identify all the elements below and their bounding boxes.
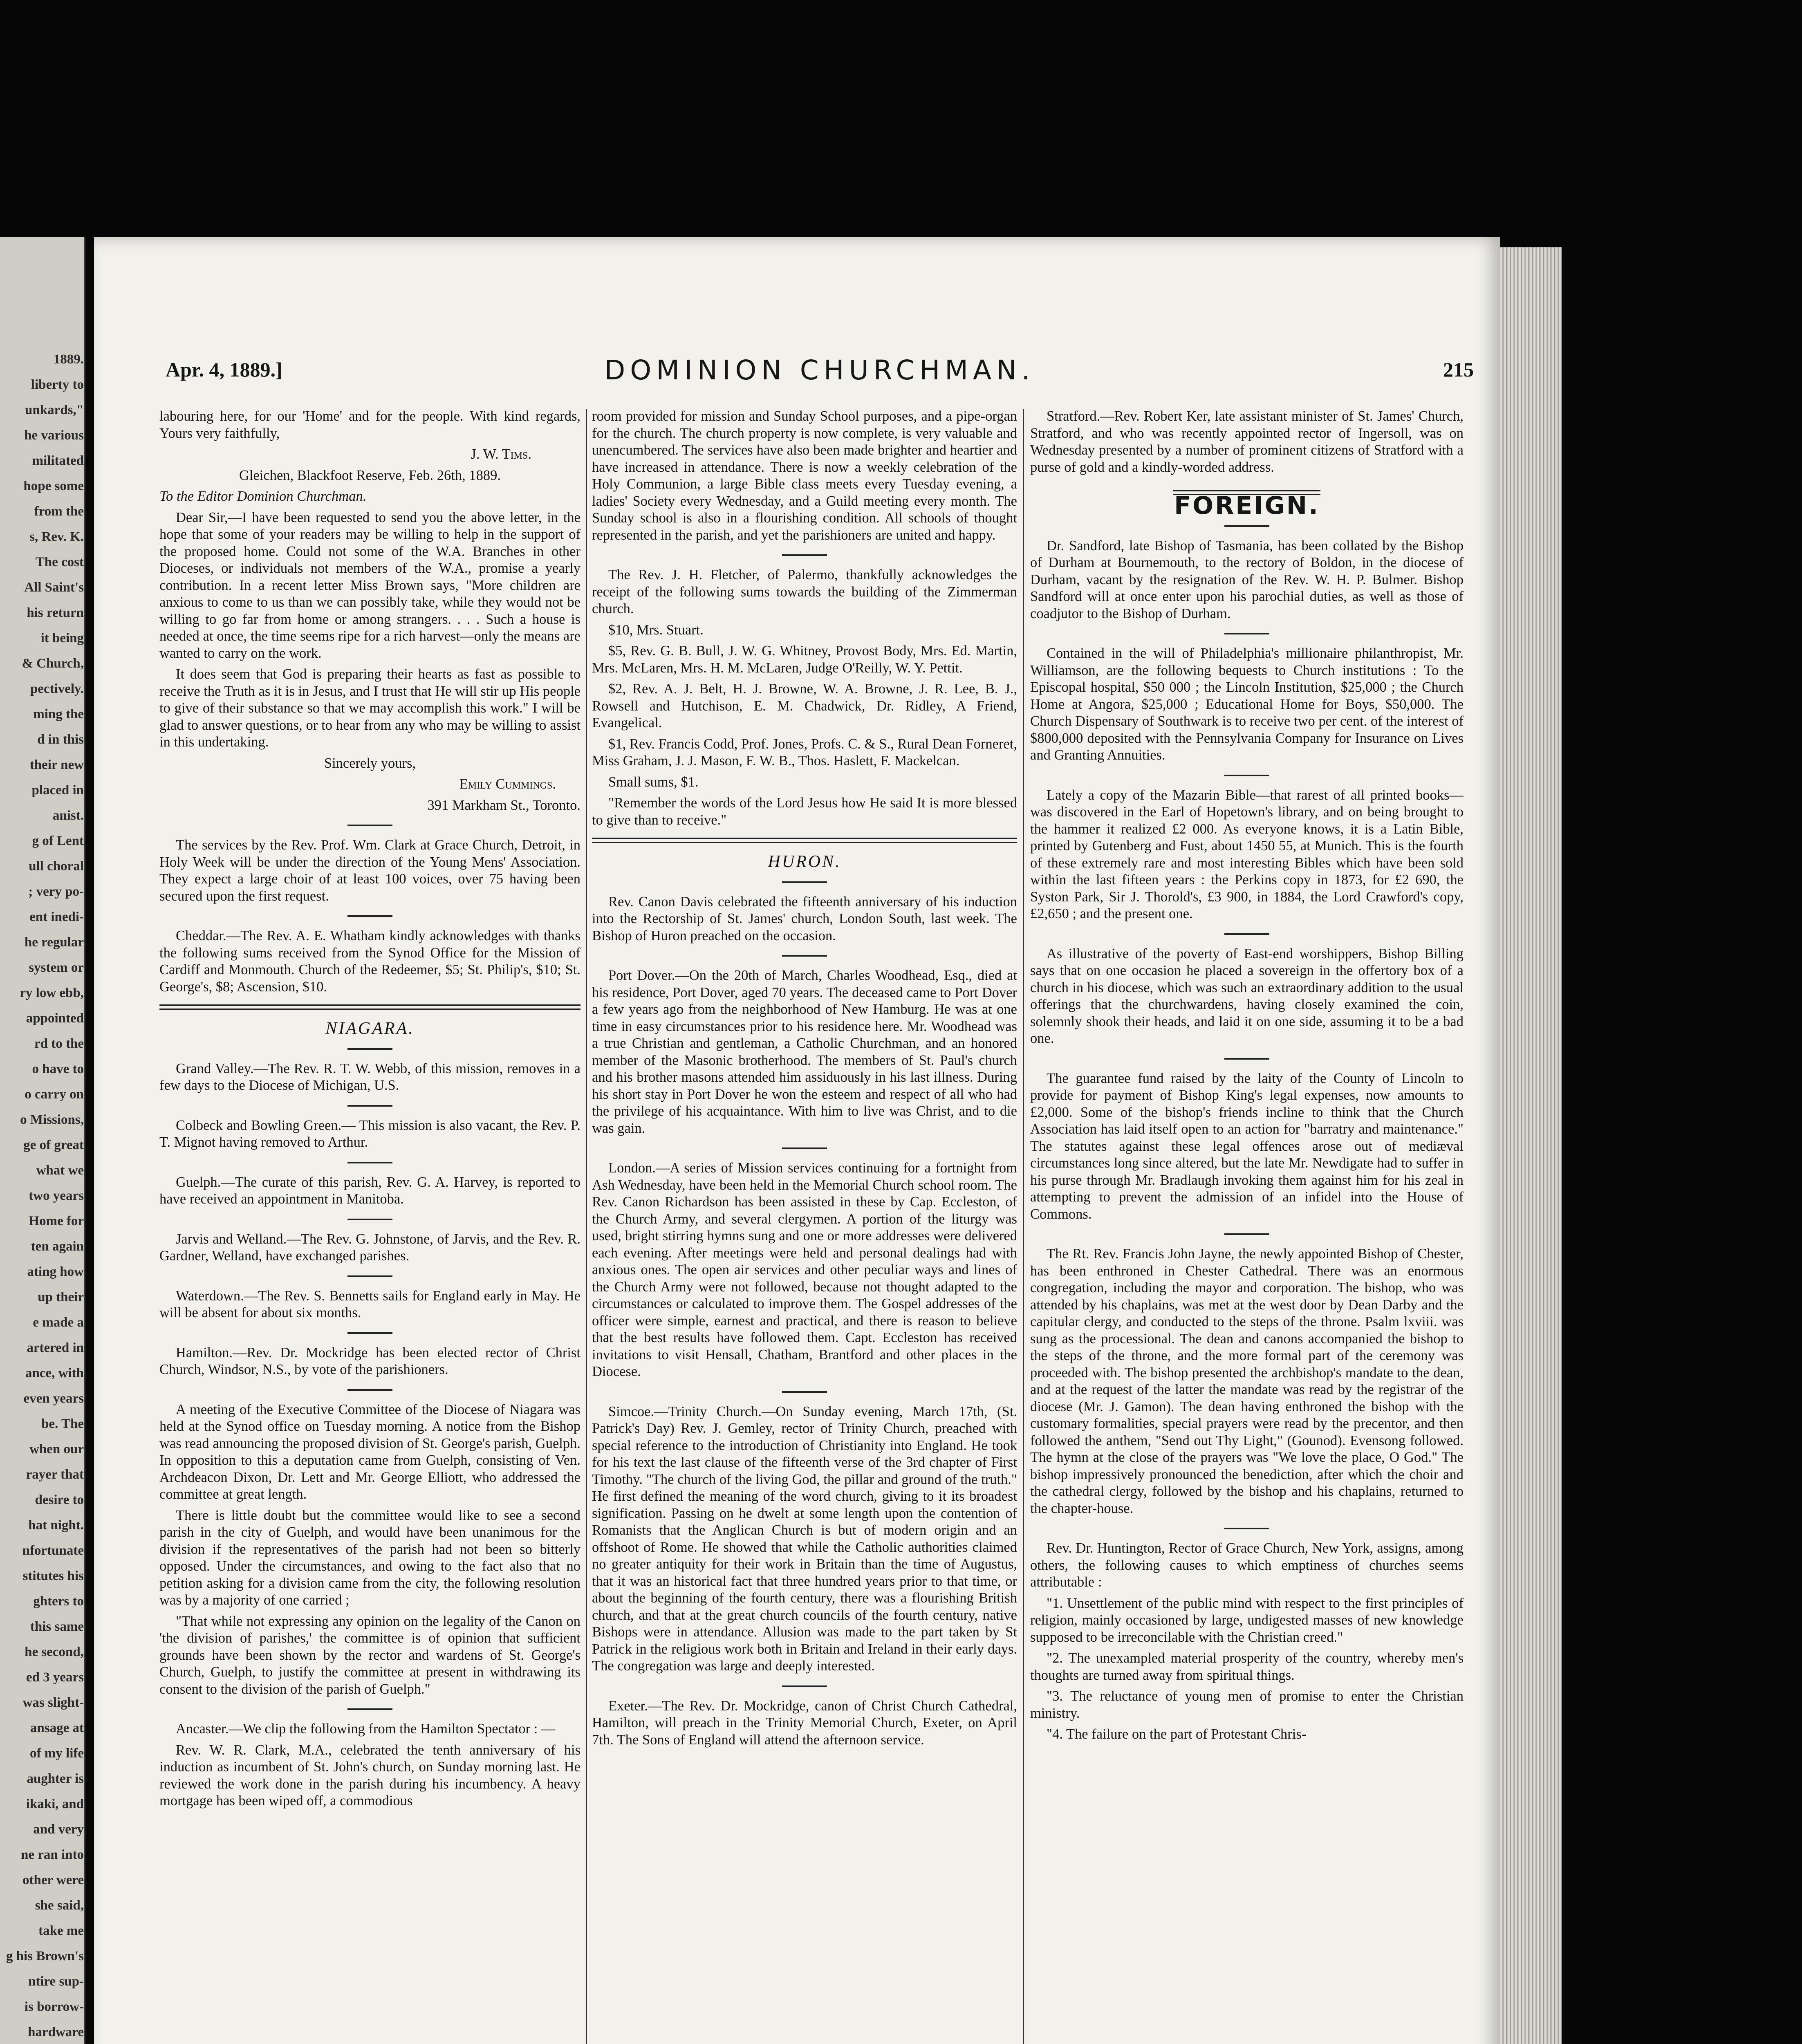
- fragment-line: rd to the: [34, 1036, 84, 1051]
- fragment-line: ating how: [27, 1264, 84, 1279]
- separator: [347, 1275, 392, 1277]
- header-date: Apr. 4, 1889.]: [166, 358, 282, 381]
- subscription-line: $2, Rev. A. J. Belt, H. J. Browne, W. A. Browne, J. R. Lee, B. J., Rowsell and Hutchison, E. M. Chadwick, Dr. Ridley, A Friend, Evangelical.: [592, 681, 1017, 731]
- separator: [347, 825, 392, 826]
- paragraph: Hamilton.—Rev. Dr. Mockridge has been elected rector of Christ Church, Windsor, N.S., by vote of the parishioners.: [159, 1345, 580, 1377]
- separator: [347, 915, 392, 917]
- fragment-line: two years: [29, 1188, 84, 1203]
- fragment-line: he second,: [25, 1645, 84, 1659]
- fragment-line: s, Rev. K.: [29, 529, 84, 544]
- fragment-line: desire to: [35, 1493, 84, 1507]
- paragraph: Colbeck and Bowling Green.— This mission is also vacant, the Rev. P. T. Mignot having removed to Arthur.: [159, 1117, 580, 1150]
- fragment-line: ull choral: [29, 859, 84, 874]
- paragraph: Dr. Sandford, late Bishop of Tasmania, has been collated by the Bishop of Durham at Bournemouth, to the rectory of Boldon, in the diocese of Durham, vacant by the resignation of the Rev. W. H. P. Bulmer. Bishop Sandford will at once enter upon his parochial duties, as well as those of coadjutor to the Bishop of Durham.: [1030, 538, 1464, 621]
- separator: [347, 1162, 392, 1163]
- separator: [782, 1148, 827, 1149]
- fragment-line: hardware: [28, 2025, 84, 2040]
- fragment-line: was slight-: [22, 1695, 84, 1710]
- paragraph: Stratford.—Rev. Robert Ker, late assistant minister of St. James' Church, Stratford, and who was recently appointed rector of Ingersoll, was on Wednesday presented by a number of prominent citizens of Stratford with a purse of gold and a kindly-worded address.: [1030, 408, 1464, 475]
- paragraph: Grand Valley.—The Rev. R. T. W. Webb, of this mission, removes in a few days to the Diocese of Michigan, U.S.: [159, 1060, 580, 1093]
- paragraph: Lately a copy of the Mazarin Bible—that rarest of all printed books—was discovered in the Earl of Hopetown's library, and on being brought to the hammer it realized £2 000. As everyone knows, it is a Latin Bible, printed by Gutenberg and Fust, about 1450 55, at Munich. This is the fourth of these extremely rare and most interesting Bibles which have been sold within the last fifteen years : the Perkins copy in 1873, for £2 690, the Syston Park, Sir J. Thorold's, £3 900, in 1884, the Lord Crawford's copy, £2,650 ; and the present one.: [1030, 787, 1464, 921]
- separator: [1224, 1528, 1269, 1529]
- column-divider: [1023, 409, 1024, 2044]
- fragment-line: hope some: [23, 479, 84, 493]
- fragment-line: ten again: [31, 1239, 84, 1254]
- fragment-line: ming the: [33, 707, 84, 722]
- fragment-line: ghters to: [33, 1594, 84, 1609]
- fragment-line: stitutes his: [22, 1569, 84, 1583]
- separator: [1224, 633, 1269, 634]
- fragment-line: pectively.: [30, 681, 84, 696]
- paragraph: Contained in the will of Philadelphia's millionaire philanthropist, Mr. Williamson, are the following bequests to Church institutions : To the Episcopal hospital, $50 000 ; the Lincoln Institution, $25,000 ; the Church Home at Angora, $25,000 ; Educational Home for Boys, $50,000. The Church Dispensary of Southwark is to receive two per cent. of the interest of $800,000 deposited with the Pennsylvania Company for Insurance on Lives and Granting Annuities.: [1030, 645, 1464, 763]
- fragment-line: aughter is: [27, 1771, 84, 1786]
- paragraph: The guarantee fund raised by the laity of the County of Lincoln to provide for payment of Bishop King's legal expenses, now amounts to £2,000. Some of the bishop's friends incline to think that the Church Association has laid itself open to an action for "barratry and maintenance." The statutes against these legal offences arose out of mediæval circumstances long since altered, but the late Mr. Newdigate had to suffer in his purse through Mr. Bradlaugh invoking them against him for his zeal in attempting to prevent the admission of an infidel into the House of Commons.: [1030, 1070, 1464, 1222]
- paragraph: Rev. Canon Davis celebrated the fifteenth anniversary of his induction into the Rectorship of St. James' church, London South, last week. The Bishop of Huron preached on the occasion.: [592, 894, 1017, 944]
- paragraph: room provided for mission and Sunday School purposes, and a pipe-organ for the church. The church property is now complete, is very valuable and unencumbered. The services have also been made brighter and heartier and have increased in attendance. There is now a weekly celebration of the Holy Communion, a large Bible class meets every Tuesday evening, a ladies' Society every Wednesday, and a Guild meeting every month. The Sunday school is also in a flourishing condition. All schools of thought represented in the parish, and yet the parishioners are united and happy.: [592, 408, 1017, 543]
- subscription-line: $1, Rev. Francis Codd, Prof. Jones, Profs. C. & S., Rural Dean Forneret, Miss Graham, J. J. Mason, F. W. B., Thos. Haslett, F. Mackelcan.: [592, 736, 1017, 769]
- paragraph: Rev. W. R. Clark, M.A., celebrated the tenth anniversary of his induction as incumbent of St. John's church, on Sunday morning last. He reviewed the work done in the parish during his incumbency. A heavy mortgage has been wiped off, a commodious: [159, 1742, 580, 1809]
- separator: [347, 1219, 392, 1220]
- separator: [347, 1332, 392, 1334]
- section-heading-huron: HURON.: [768, 852, 841, 871]
- fragment-line: system or: [29, 960, 84, 975]
- column-2: [592, 408, 1017, 2044]
- fragment-line: ge of great: [23, 1138, 84, 1152]
- separator: [782, 1391, 827, 1393]
- fragment-line: ; very po-: [28, 884, 84, 899]
- fragment-line: nfortunate: [22, 1543, 84, 1558]
- fragment-line: ed 3 years: [26, 1670, 84, 1685]
- fragment-line: d in this: [37, 732, 84, 747]
- page-number: 215: [1443, 358, 1474, 381]
- separator: [782, 1685, 827, 1687]
- fragment-line: appointed: [26, 1011, 84, 1026]
- paragraph: As illustrative of the poverty of East-end worshippers, Bishop Billing says that on one occasion he placed a sovereign in the offertory box of a church in his diocese, which was such an extraordinary addition to the usual offerings that the churchwardens, having closely examined the coin, solemnly shook their heads, and laid it on one side, assuming it to be a bad one.: [1030, 946, 1464, 1046]
- fragment-line: Home for: [29, 1214, 84, 1228]
- separator: [1224, 1233, 1269, 1235]
- fragment-line: ikaki, and: [26, 1797, 84, 1811]
- column-1: [159, 408, 580, 2044]
- fragment-line: when our: [29, 1442, 84, 1457]
- separator: [782, 881, 827, 883]
- fragment-line: militated: [32, 453, 84, 468]
- paragraph: The Rev. J. H. Fletcher, of Palermo, thankfully acknowledges the receipt of the following sums towards the building of the Zimmerman church.: [592, 567, 1017, 616]
- paragraph: "Remember the words of the Lord Jesus how He said It is more blessed to give than to receive.": [592, 795, 1017, 828]
- paragraph: Cheddar.—The Rev. A. E. Whatham kindly acknowledges with thanks the following sums received from the Synod Office for the Mission of Cardiff and Monmouth. Church of the Redeemer, $5; St. Philip's, $10; St. George's, $8; Ascension, $10.: [159, 928, 580, 995]
- letter-heading: To the Editor Dominion Churchman.: [159, 489, 367, 504]
- signature: Emily Cummings.: [459, 776, 556, 792]
- paragraph: Guelph.—The curate of this parish, Rev. G. A. Harvey, is reported to have received an appointment in Manitoba.: [159, 1174, 580, 1207]
- fragment-line: he various: [24, 428, 84, 443]
- subscription-line: $5, Rev. G. B. Bull, J. W. G. Whitney, Provost Body, Mrs. Ed. Martin, Mrs. McLaren, Mrs. H. M. McLaren, Judge O'Reilly, W. Y. Pettit.: [592, 643, 1017, 676]
- column-3: [1030, 408, 1464, 2044]
- fragment-line: rayer that: [26, 1467, 84, 1482]
- fragment-line: he regular: [24, 935, 84, 950]
- fragment-line: hat night.: [28, 1518, 84, 1533]
- paragraph: Jarvis and Welland.—The Rev. G. Johnstone, of Jarvis, and the Rev. R. Gardner, Welland, have exchanged parishes.: [159, 1231, 580, 1264]
- fragment-line: o carry on: [25, 1087, 84, 1102]
- fragment-line: ry low ebb,: [20, 986, 84, 1000]
- subscription-line: $10, Mrs. Stuart.: [608, 622, 704, 638]
- fragment-line: e made a: [33, 1315, 84, 1330]
- fragment-line: their new: [29, 758, 84, 772]
- list-item: "1. Unsettlement of the public mind with respect to the first principles of religion, mainly occasioned by large, undigested masses of new knowledge supposed to be irreconcilable with the Christian creed.": [1030, 1595, 1464, 1645]
- fragment-line: from the: [34, 504, 84, 519]
- paragraph: London.—A series of Mission services continuing for a fortnight from Ash Wednesday, have been held in the Memorial Church school room. The Rev. Canon Richardson has been assisted in these by Cap. Eccleston, of the Church Army, and several clergymen. A portion of the liturgy was used, bright stirring hymns sung and one or more addresses were delivered each evening. After meetings were held and personal dealings had with anxious ones. The open air services and other peculiar ways and lines of the Church Army were not followed, because not thought adapted to the circumstances or calculated to improve them. The Gospel addresses of the officer were simple, earnest and practical, and there is reason to believe that the best results have followed them. Capt. Eccleston has received invitations to visit Hensall, Chatham, Brantford and other places in the Diocese.: [592, 1160, 1017, 1379]
- fragment-line: anist.: [52, 808, 84, 823]
- adjacent-page-fragment: [0, 237, 85, 2044]
- fragment-line: of my life: [30, 1746, 84, 1761]
- fragment-line: g of Lent: [32, 834, 84, 848]
- fragment-line: & Church,: [22, 656, 84, 671]
- fragment-line: o Missions,: [20, 1112, 84, 1127]
- fragment-line: his return: [27, 605, 84, 620]
- list-item: "2. The unexampled material prosperity of the country, whereby men's thoughts are turned away from spiritual things.: [1030, 1650, 1464, 1683]
- paragraph: labouring here, for our 'Home' and for the people. With kind regards, Yours very faithfully,: [159, 408, 580, 441]
- signature: J. W. Tims.: [471, 446, 531, 462]
- list-item: "4. The failure on the part of Protestant Chris-: [1047, 1726, 1307, 1742]
- paragraph: Rev. Dr. Huntington, Rector of Grace Church, New York, assigns, among others, the following causes to which emptiness of churches seems attributable :: [1030, 1540, 1464, 1590]
- fragment-line: what we: [36, 1163, 84, 1178]
- fragment-line: placed in: [31, 783, 84, 798]
- address: 391 Markham St., Toronto.: [427, 797, 580, 813]
- paragraph: Port Dover.—On the 20th of March, Charles Woodhead, Esq., died at his residence, Port Dover, aged 70 years. The deceased came to Port Dover a few years ago from the neighborhood of New Hamburg. He was at one time in easy circumstances prior to his residence here. Mr. Woodhead was a true Christian and gentleman, a Catholic Churchman, and an honored member of the Masonic brotherhood. The members of St. Paul's church and his brother masons attended him assiduously in his last illness. During his short stay in Port Dover he won the esteem and respect of all who had the privilege of his acquaintance. With him to live was Christ, and to die was gain.: [592, 968, 1017, 1136]
- page-header: [166, 354, 1474, 386]
- paragraph: There is little doubt but the committee would like to see a second parish in the city of Guelph, and would have been unanimous for the division if the representatives of the parish had not been so bitterly opposed. Under the circumstances, and owing to the fact also that no petition asking for a division came from the city, the following resolution was by a majority of one carried ;: [159, 1507, 580, 1608]
- newspaper-page: [94, 237, 1500, 2044]
- fragment-line: unkards,": [25, 403, 84, 417]
- paragraph: The services by the Rev. Prof. Wm. Clark at Grace Church, Detroit, in Holy Week will be under the direction of the Young Mens' Association. They expect a large choir of at least 100 voices, over 75 having been secured upon the first request.: [159, 837, 580, 904]
- separator: [347, 1048, 392, 1050]
- fragment-line: ntire sup-: [28, 1974, 84, 1989]
- section-rule: [592, 838, 1017, 843]
- separator: [347, 1389, 392, 1391]
- fragment-line: and very: [33, 1822, 84, 1837]
- fragment-line: ent inedi-: [29, 910, 84, 924]
- separator: [1224, 525, 1269, 527]
- fragment-line: she said,: [35, 1898, 84, 1913]
- paragraph: Waterdown.—The Rev. S. Bennetts sails for England early in May. He will be absent for about six months.: [159, 1288, 580, 1320]
- fragment-line: All Saint's: [24, 580, 84, 595]
- fragment-line: g his Brown's: [6, 1949, 84, 1963]
- closing: Sincerely yours,: [324, 755, 416, 771]
- separator: [782, 554, 827, 556]
- fragment-line: is borrow-: [24, 1999, 84, 2014]
- fragment-line: ance, with: [25, 1366, 84, 1381]
- paragraph: It does seem that God is preparing their hearts as fast as possible to receive the Truth as it is in Jesus, and I trust that He will stir up His people to give of their substance so that we may accomplish this work." I will be glad to answer questions, or to hear from any who may be willing to assist in this undertaking.: [159, 666, 580, 750]
- newspaper-title: DOMINION CHURCHMAN.: [604, 354, 1035, 386]
- paragraph: The Rt. Rev. Francis John Jayne, the newly appointed Bishop of Chester, has been enthroned in Chester Cathedral. There was an enormous congregation, including the mayor and corporation. The bishop, who was attended by his chaplains, was met at the west door by Dean Darby and the capitular clergy, and conducted to the steps of the throne. Psalm lxviii. was sung as the processional. The dean and canons accompanied the bishop to the steps of the throne, and the more formal part of the ceremony was proceeded with. The bishop presented the archbishop's mandate to the dean, and at the request of the latter the mandate was read by the registrar of the diocese (Mr. J. Gamon). The dean having enthroned the bishop with the customary formalities, special prayers were read by the precentor, and then followed the anthem, "Send out Thy Light," (Gounod). Evensong followed. The hymn at the close of the prayers was "We love the place, O God." The bishop impressively pronounced the benediction, after which the choir and the cathedral clergy, followed by the bishop and his chaplains, returned to the chapter-house.: [1030, 1246, 1464, 1516]
- section-heading-niagara: NIAGARA.: [325, 1019, 415, 1038]
- fragment-line: liberty to: [31, 377, 84, 392]
- fragment-line: this same: [30, 1619, 84, 1634]
- fragment-line: be. The: [41, 1416, 84, 1431]
- fragment-line: ansage at: [30, 1721, 84, 1735]
- subscription-line: Small sums, $1.: [608, 774, 699, 790]
- fragment-line: ne ran into: [20, 1847, 84, 1862]
- dateline: Gleichen, Blackfoot Reserve, Feb. 26th, 1889.: [239, 467, 501, 483]
- fragment-line: o have to: [32, 1062, 84, 1076]
- column-divider: [586, 409, 587, 2044]
- fragment-line: other were: [22, 1873, 84, 1887]
- fragment-line: up their: [38, 1290, 84, 1304]
- paragraph: A meeting of the Executive Committee of the Diocese of Niagara was held at the Synod office on Tuesday morning. A notice from the Bishop was read announcing the proposed division of St. George's parish, Guelph. In opposition to this a deputation came from Guelph, consisting of Ven. Archdeacon Dixon, Dr. Lett and Mr. George Elliott, who addressed the committee at great length.: [159, 1401, 580, 1502]
- book-page-edges: [1500, 247, 1562, 2044]
- separator: [347, 1105, 392, 1107]
- section-rule: [159, 1004, 580, 1010]
- fragment-line: artered in: [27, 1340, 84, 1355]
- list-item: "3. The reluctance of young men of promise to enter the Christian ministry.: [1030, 1688, 1464, 1721]
- quoted-resolution: "That while not expressing any opinion on the legality of the Canon on 'the division of parishes,' the committee is of opinion that sufficient grounds have been shown by the rector and wardens of St. George's Church, Guelph, to justify the committee at present in withdrawing its consent to the division of the parish of Guelph.": [159, 1613, 580, 1697]
- separator: [347, 1708, 392, 1710]
- separator: [782, 955, 827, 957]
- separator: [1224, 933, 1269, 935]
- fragment-line: it being: [40, 631, 84, 645]
- paragraph: Ancaster.—We clip the following from the Hamilton Spectator : —: [176, 1721, 556, 1737]
- fragment-line: even years: [23, 1391, 84, 1406]
- paragraph: Simcoe.—Trinity Church.—On Sunday evening, March 17th, (St. Patrick's Day) Rev. J. Gemley, rector of Trinity Church, preached with special reference to the introduction of Christianity into England. He took for his text the last clause of the fifteenth verse of the 3rd chapter of First Timothy. "The church of the living God, the pillar and ground of the truth." He first defined the meaning of the word church, giving to it its broadest signification. Passing on he dwelt at some length upon the contention of Romanists that the Anglican Church is but of modern origin and an offshoot of Rome. He showed that while the Catholic authorities claimed no greater antiquity for their work in Britain than the time of Augustus, that it was an historical fact that three hundred years prior to that time, or about the beginning of the fourth century, there was a flourishing British church, and that at the great church councils of the fourth century, native Bishops were in attendance. Allusion was made to the part taken by St Patrick in the religious work both in Britain and Ireland in their early days. The congregation was large and deeply interested.: [592, 1403, 1017, 1674]
- fragment-line: 1889.: [53, 352, 84, 367]
- separator: [1224, 1058, 1269, 1060]
- fragment-line: take me: [38, 1923, 84, 1938]
- fragment-line: The cost: [35, 555, 84, 569]
- separator: [1224, 775, 1269, 776]
- paragraph: Exeter.—The Rev. Dr. Mockridge, canon of Christ Church Cathedral, Hamilton, will preach in the Trinity Memorial Church, Exeter, on April 7th. The Sons of England will attend the afternoon service.: [592, 1698, 1017, 1748]
- paragraph: Dear Sir,—I have been requested to send you the above letter, in the hope that some of your readers may be willing to help in the support of the proposed home. Could not some of the W.A. Branches in other Dioceses, or individuals not members of the W.A., promise a yearly contribution. In a recent letter Miss Brown says, "More children are anxious to come to us than we can possibly take, while they would not be willing to go far from home or among strangers. . . . Such a house is needed at once, the time seems ripe for a rich harvest—only the means are wanted to carry on the work.: [159, 509, 580, 661]
- section-heading-foreign: FOREIGN.: [1174, 491, 1320, 520]
